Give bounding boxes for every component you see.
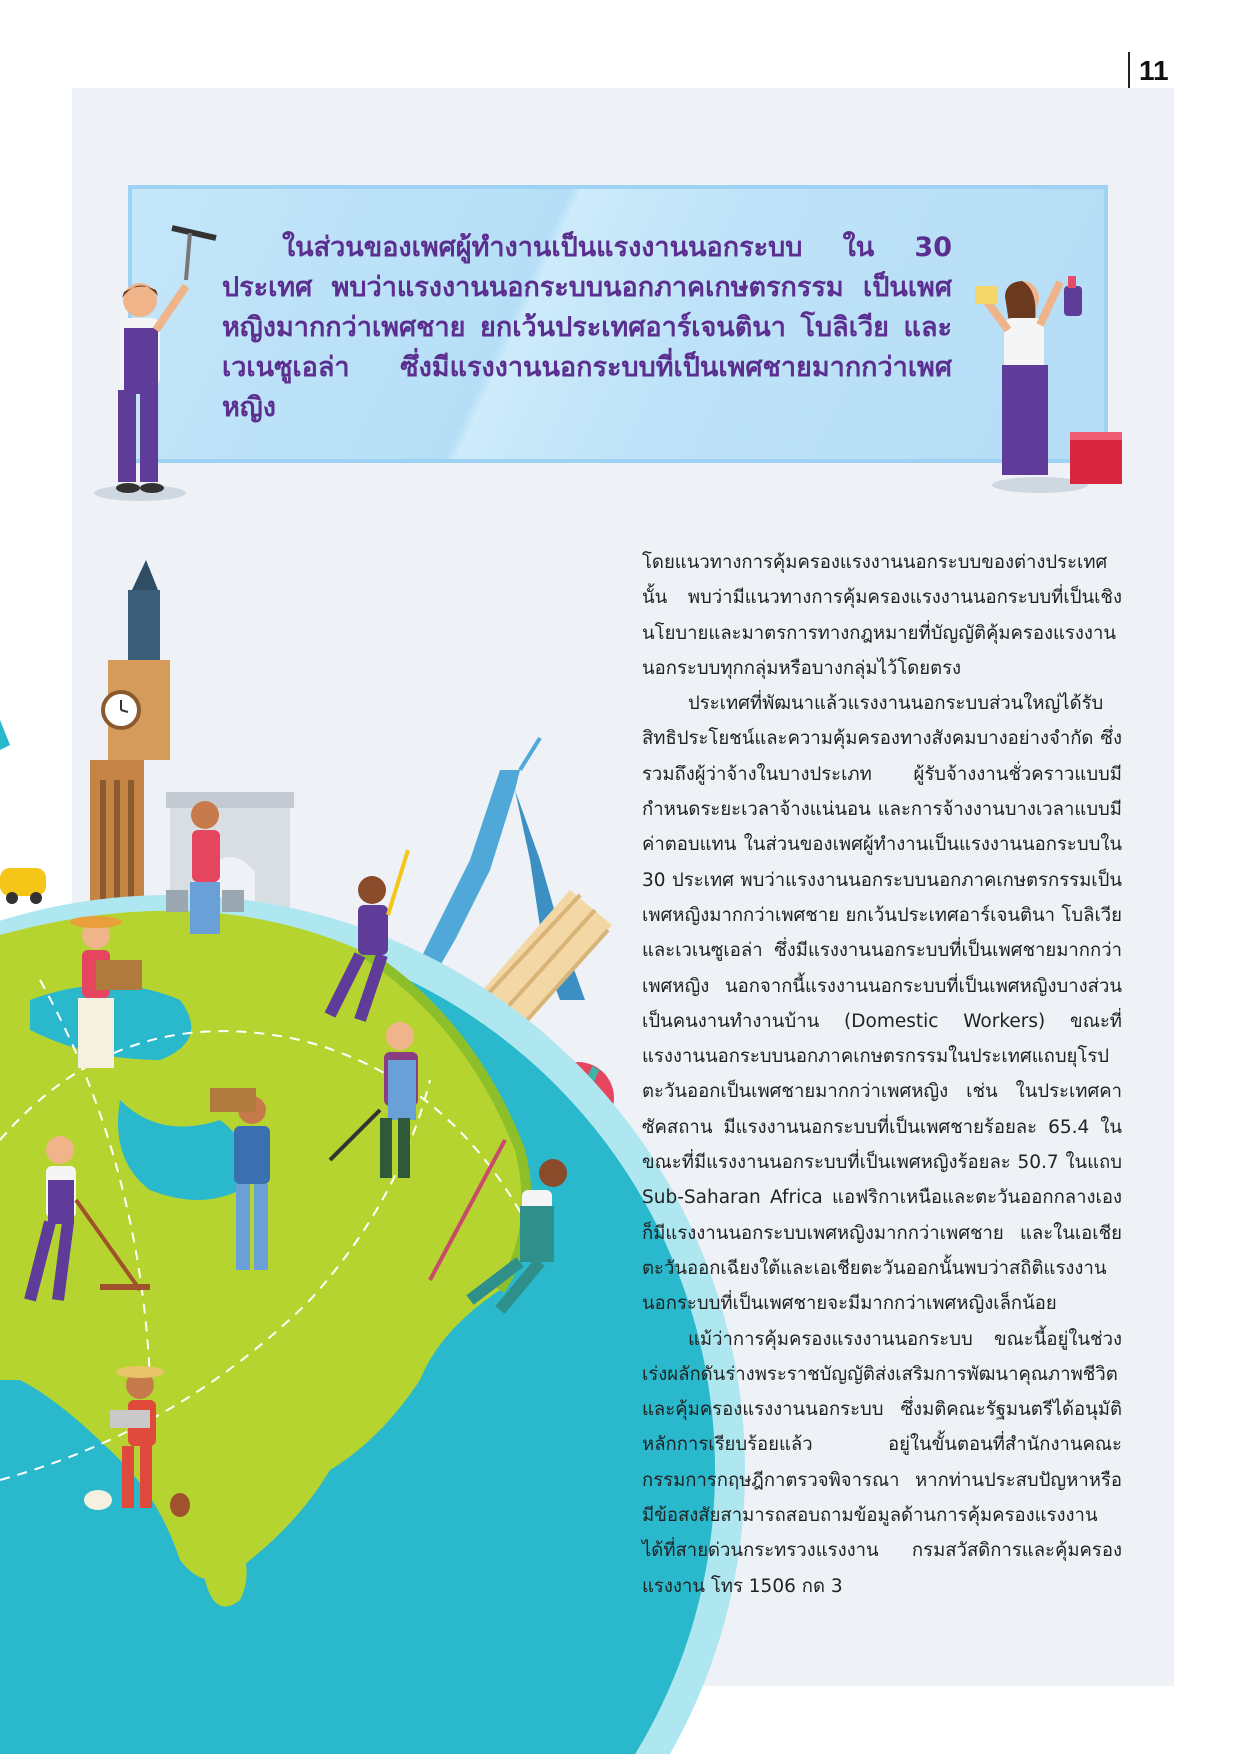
- page-number: 11: [1128, 52, 1169, 90]
- body-paragraph-2: ประเทศที่พัฒนาแล้วแรงงานนอกระบบส่วนใหญ่ได้รับสิทธิประโยชน์และความคุ้มครองทางสังคมบางอย่างจำกัด ซึ่งรวมถึงผู้ว่าจ้างในบางประเภท ผู้รับจ้างงานชั่วคราวแบบมีกำหนดระยะเวลาจ้างแน่นอน และการจ้างงานบางเวลาแบบมีค่าตอบแทน ในส่วนของเพศผู้ทำงานเป็นแรงงานนอกระบบใน 30 ประเทศ พบว่าแรงงานนอกระบบนอกภาคเกษตรกรรมเป็นเพศหญิงมากกว่าเพศชาย ยกเว้นประเทศอาร์เจนตินา โบลิเวีย และเวเนซูเอล่า ซึ่งมีแรงงานนอกระบบที่เป็นเพศชายมากกว่าเพศหญิง นอกจากนี้แรงงานนอกระบบที่เป็นเพศหญิงบางส่วนเป็นคนงานทำงานบ้าน (Domestic Workers) ขณะที่แรงงานนอกระบบนอกภาคเกษตรกรรมในประเทศแถบยุโรปตะวันออกเป็นเพศชายมากกว่าเพศหญิง เช่น ในประเทศคาซัคสถาน มีแรงงานนอกระบบที่เป็นเพศชายร้อยละ 65.4 ในขณะที่มีแรงงานนอกระบบที่เป็นเพศหญิงร้อยละ 50.7 ในแถบ Sub-Saharan Africa แอฟริกาเหนือและตะวันออกกลางเองก็มีแรงงานนอกระบบเพศหญิงมากกว่าเพศชาย และในเอเชียตะวันออกเฉียงใต้และเอเชียตะวันออกนั้นพบว่าสถิติแรงงานนอกระบบที่เป็นเพศชายจะมีมากกว่าเพศหญิงเล็กน้อย: [642, 693, 1122, 1315]
- big-ben: [90, 560, 170, 930]
- body-paragraph-3: แม้ว่าการคุ้มครองแรงงานนอกระบบ ขณะนี้อยู่ในช่วงเร่งผลักดันร่างพระราชบัญญัติส่งเสริมการพัฒนาคุณภาพชีวิตและคุ้มครองแรงงานนอกระบบ ซึ่งมติคณะรัฐมนตรีได้อนุมัติหลักการเรียบร้อยแล้ว อยู่ในขั้นตอนที่สำนักงานคณะกรรมการกฤษฎีกาตรวจพิจารณา หากท่านประสบปัญหาหรือมีข้อสงสัยสามารถสอบถามข้อมูลด้านการคุ้มครองแรงงานได้ที่สายด่วนกระทรวงแรงงาน กรมสวัสดิการและคุ้มครองแรงงาน โทร 1506 กด 3: [642, 1328, 1122, 1597]
- kite-fragment: [0, 720, 10, 750]
- body-paragraph-1: โดยแนวทางการคุ้มครองแรงงานนอกระบบของต่างประเทศนั้น พบว่ามีแนวทางการคุ้มครองแรงงานนอกระบบที่เป็นเชิงนโยบายและมาตรการทางกฎหมายที่บัญญัติคุ้มครองแรงงานนอกระบบทุกกลุ่มหรือบางกลุ่มไว้โดยตรง: [642, 552, 1122, 679]
- cleaner-woman-right: [975, 276, 1122, 493]
- taxi-car: [0, 868, 46, 904]
- cleaner-woman-left: [94, 228, 216, 501]
- body-text: [642, 545, 1122, 1604]
- callout-text: ในส่วนของเพศผู้ทำงานเป็นแรงงานนอกระบบ ใน 30 ประเทศ พบว่าแรงงานนอกระบบนอกภาคเกษตรกรรม เป็นเพศหญิงมากกว่าเพศชาย ยกเว้นประเทศอาร์เจนตินา โบลิเวีย และเวเนซูเอล่า ซึ่งมีแรงงานนอกระบบที่เป็นเพศชายมากกว่าเพศหญิง: [222, 232, 952, 423]
